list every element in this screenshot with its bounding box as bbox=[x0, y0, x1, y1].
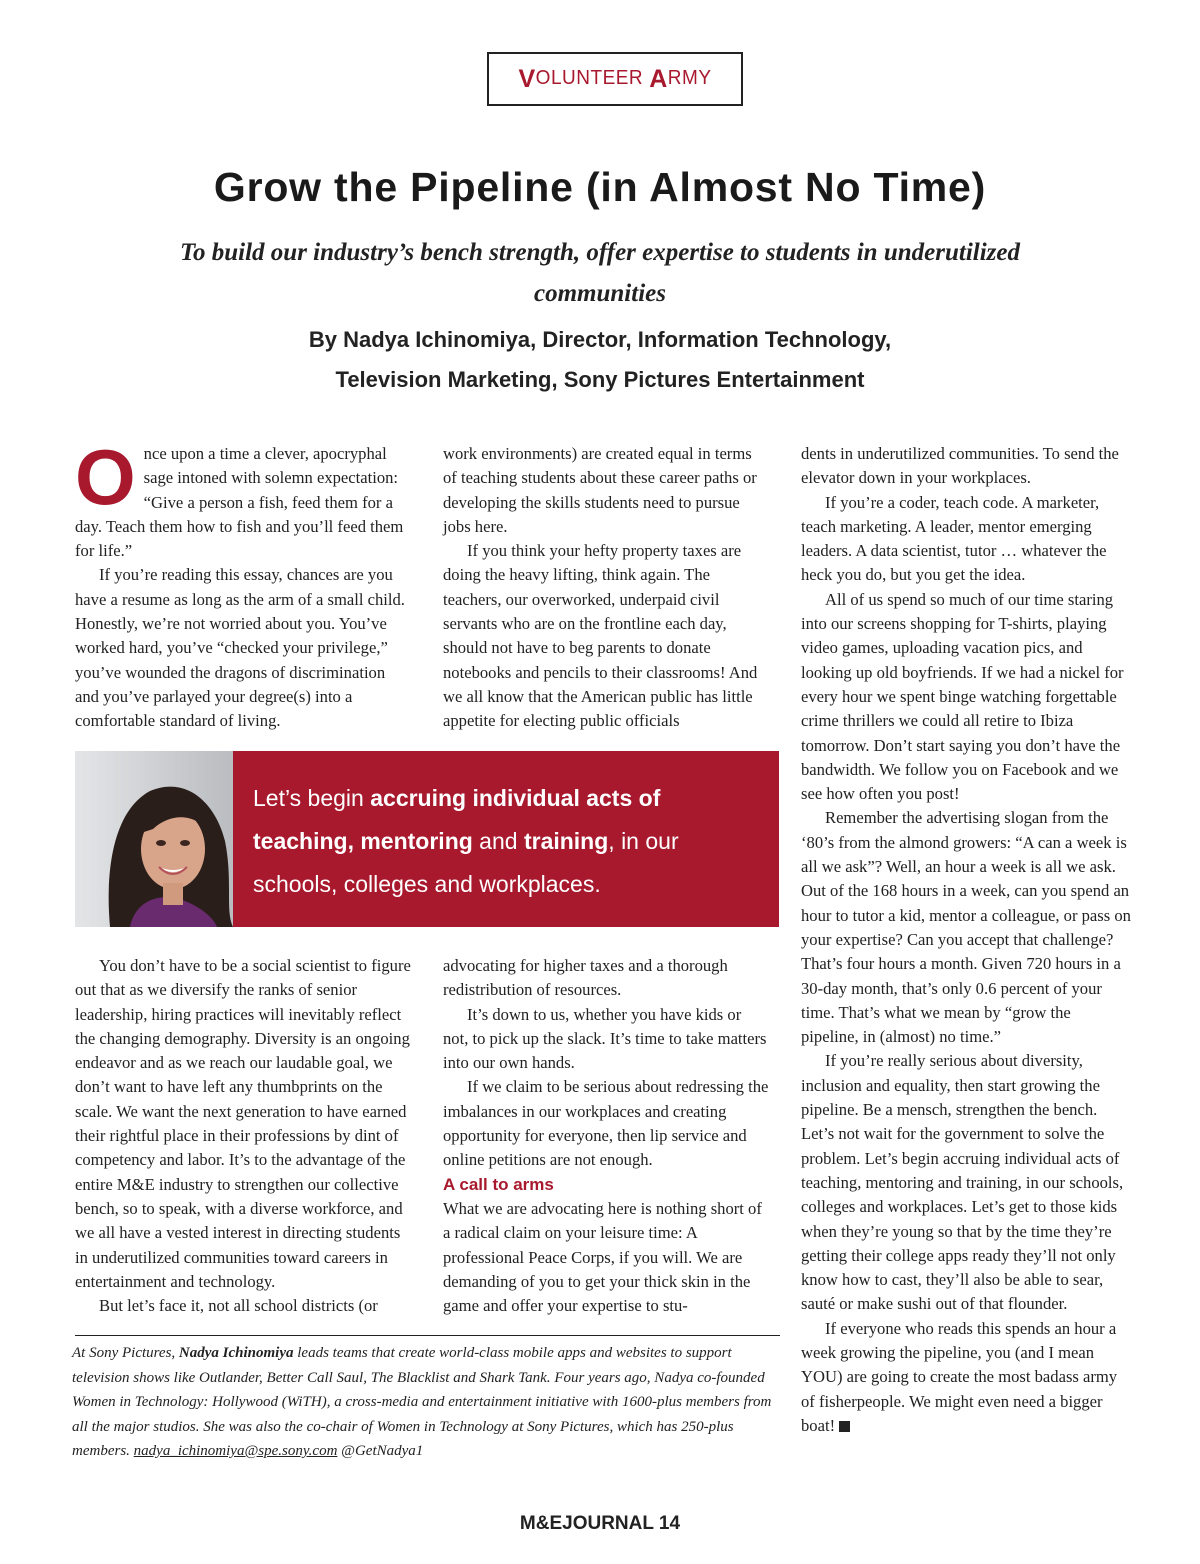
author-name: Nadya Ichinomiya bbox=[178, 1345, 294, 1361]
author-bio: At Sony Pictures, Nadya Ichinomiya leads teams that create world-class mobile apps and websites to support television shows like Outlander, Better Call Saul, The Blacklist and Shark Tank. Four years ago, Nadya co-founded Women in Technology: Hollywood (WiTH), a cross-media and entertainment initiative with 1600-plus members from all the major studios. She was also the co-chair of Women in Technology at Sony Pictures, which has 250-plus members. nadya_ichinomiya@spe.sony.com @GetNadya1 bbox=[72, 1345, 772, 1459]
section-label bbox=[487, 52, 743, 106]
journal-name: M&EJOURNAL bbox=[519, 1513, 654, 1534]
paragraph: dents in underutilized communities. To send the elevator down in your workplaces. bbox=[801, 444, 1119, 488]
drop-cap: O bbox=[75, 433, 136, 521]
paragraph: If everyone who reads this spends an hour a week growing the pipeline, you (and I mean YOU) are going to create the most badass army of fisherpeople. We might even need a bigger boat! bbox=[801, 1318, 1118, 1435]
article-subtitle: To build our industry’s bench strength, offer expertise to students in underutilized communities bbox=[180, 239, 1020, 307]
article-title: Grow the Pipeline (in Almost No Time) bbox=[213, 164, 987, 210]
paragraph: What we are advocating here is nothing short of a radical claim on your leisure time: A professional Peace Corps, if you will. We are demanding of you to get your thick skin in the game and offer your expertise to stu- bbox=[443, 1198, 762, 1316]
paragraph: If you’re reading this essay, chances are you have a resume as long as the arm of a small child. Honestly, we’re not worried about you. You’ve worked hard, you’ve “checked your privilege,” you’ve wounded the dragons of discrimination and you’ve parlayed your degree(s) into a comfortable standard of living. bbox=[75, 565, 405, 731]
paragraph: advocating for higher taxes and a thorough redistribution of resources. bbox=[443, 956, 728, 1000]
paragraph: All of us spend so much of our time staring into our screens shopping for T-shirts, playing video games, uploading vacation pics, and looking up old boyfriends. If we had a nickel for every hour we spent binge watching forgettable crime thrillers we could all retire to Ibiza tomorrow. Don’t start saying you don’t have the bandwidth. We follow you on Facebook and we see how often you post! bbox=[801, 589, 1124, 804]
divider bbox=[75, 1335, 780, 1336]
social-handle: @GetNadya1 bbox=[337, 1443, 424, 1459]
byline-line: Television Marketing, Sony Pictures Entertainment bbox=[335, 367, 865, 392]
page-footer bbox=[0, 1513, 1200, 1535]
subhead: A call to arms bbox=[443, 1174, 554, 1194]
page-number: 14 bbox=[658, 1513, 681, 1534]
paragraph: You don’t have to be a social scientist to figure out that as we diversify the ranks of senior leadership, hiring practices will inevitably reflect the changing demography. Diversity is an ongoing endeavor and as we reach our laudable goal, we don’t want to have left any thumbprints on the scale. We want the next generation to have earned their rightful place in their professions by dint of competency and labor. It’s to the advantage of the entire M&E industry to strengthen our collective bench, so to speak, with a diverse workforce, and we all have a vested interest in directing students in underutilized communities toward careers in entertainment and technology. bbox=[75, 956, 411, 1291]
email-link[interactable]: nadya_ichinomiya@spe.sony.com bbox=[133, 1443, 338, 1459]
column-1-bottom bbox=[75, 954, 413, 1318]
column-3 bbox=[801, 442, 1131, 1438]
portrait-image bbox=[75, 751, 233, 927]
paragraph: Once upon a time a clever, apocryphal sage intoned with solemn expectation: “Give a person a fish, feed them for a day. Teach them how to fish and you’ll feed them for life.” bbox=[75, 433, 404, 561]
paragraph: If you’re really serious about diversity, inclusion and equality, then start growing the pipeline. Be a mensch, strengthen the bench. Let’s not wait for the government to solve the problem. Let’s begin accruing individual acts of teaching, mentoring and training, in our schools, colleges and workplaces. Let’s get to those kids when they’re young so that by the time they’re getting their college apps ready they’ll not only know how to cast, they’ll also be able to sear, sauté or make sushi out of that flounder. bbox=[801, 1051, 1124, 1314]
section-label-cap: V bbox=[518, 64, 536, 93]
paragraph: If we claim to be serious about redressing the imbalances in our workplaces and creating opportunity for everyone, then lip service and online petitions are not enough. bbox=[443, 1077, 769, 1170]
author-photo bbox=[75, 751, 233, 927]
column-2-top bbox=[443, 442, 769, 734]
paragraph: If you think your hefty property taxes are doing the heavy lifting, think again. The teachers, our overworked, underpaid civil servants who are on the frontline each day, should not have to beg parents to donate notebooks and pencils to their classrooms! And we all know that the American public has little appetite for electing public officials bbox=[443, 541, 758, 731]
paragraph: If you’re a coder, teach code. A marketer, teach marketing. A leader, mentor emerging leaders. A data scientist, tutor … whatever the heck you do, but you get the idea. bbox=[801, 492, 1107, 585]
pull-quote: Let’s begin accruing individual acts of teaching, mentoring and training, in our schools, colleges and workplaces. bbox=[233, 751, 779, 927]
paragraph: work environments) are created equal in terms of teaching students about these career paths or developing the skills students need to pursue jobs here. bbox=[443, 444, 757, 536]
byline bbox=[150, 320, 1050, 400]
column-1-top bbox=[75, 433, 413, 734]
paragraph: It’s down to us, whether you have kids or not, to pick up the slack. It’s time to take matters into our own hands. bbox=[443, 1004, 767, 1073]
byline-line: By Nadya Ichinomiya, Director, Information Technology, bbox=[308, 327, 892, 352]
section-label-cap: A bbox=[649, 64, 668, 93]
column-2-bottom bbox=[443, 954, 769, 1318]
section-label-text: OLUNTEER bbox=[535, 67, 644, 90]
paragraph: But let’s face it, not all school districts (or bbox=[99, 1296, 378, 1316]
paragraph: Remember the advertising slogan from the ‘80’s from the almond growers: “A can a week is all we ask”? Well, an hour a week is all we ask. Out of the 168 hours in a week, can you spend an hour to tutor a kid, mentor a colleague, or pass on your expertise? Can you accept that challenge? That’s four hours a month. Given 720 hours in a 30-day month, that’s only 0.6 percent of your time. That’s what we mean by “grow the pipeline, in (almost) no time.” bbox=[801, 808, 1131, 1047]
section-label-text: RMY bbox=[667, 67, 712, 90]
end-mark-icon bbox=[839, 1421, 850, 1432]
